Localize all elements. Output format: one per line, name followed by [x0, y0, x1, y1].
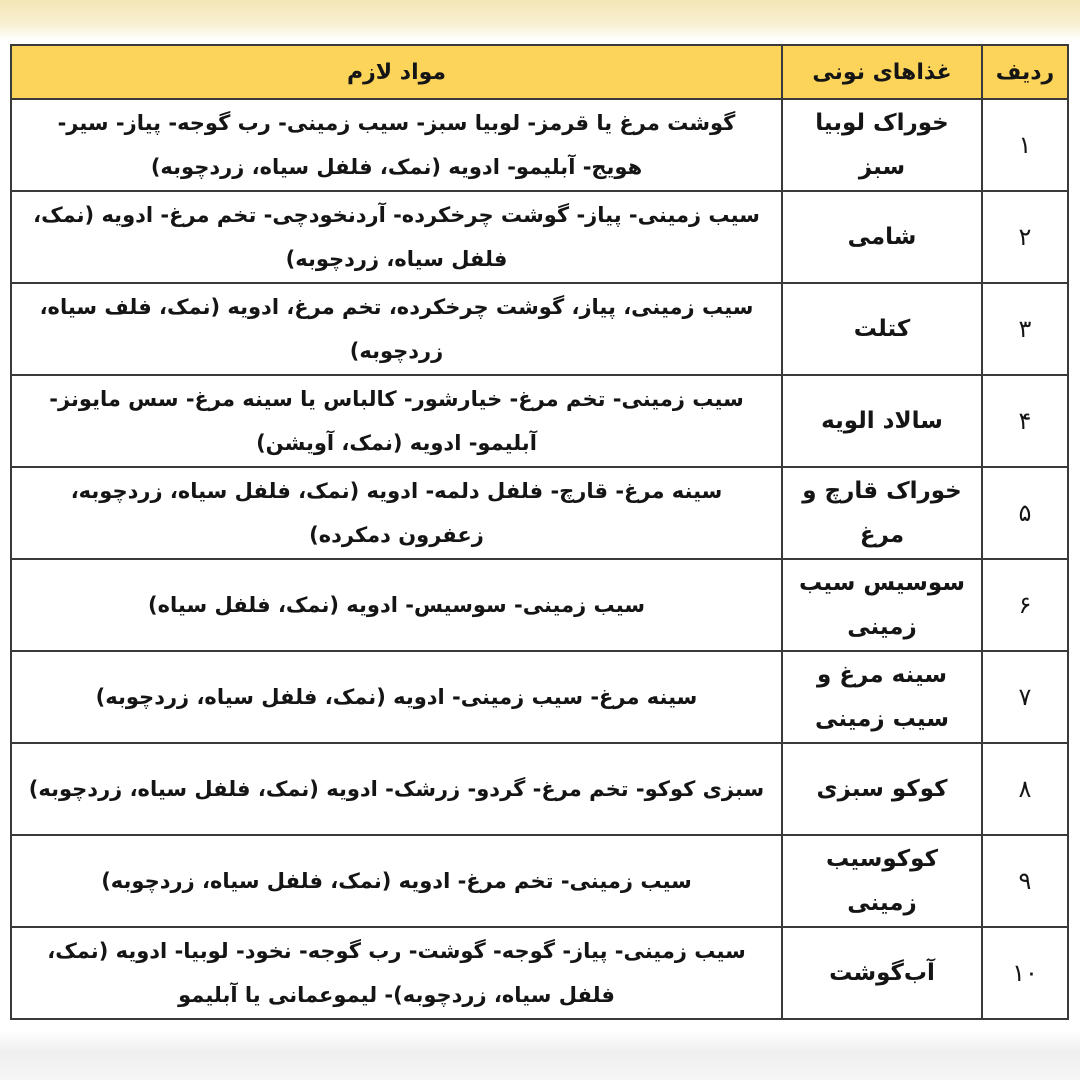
- ingredients-text: سیب زمینی- تخم مرغ- ادویه (نمک، فلفل سیاه، زردچوبه): [11, 835, 782, 927]
- header-food-name: غذاهای نونی: [782, 45, 982, 99]
- ingredients-text: سیب زمینی- تخم مرغ- خیارشور- کالباس یا سینه مرغ- سس مایونز- آبلیمو- ادویه (نمک، آویشن): [11, 375, 782, 467]
- table-row: [11, 559, 1068, 651]
- food-name: آب‌گوشت: [782, 927, 982, 1019]
- row-number: ۱: [982, 99, 1068, 191]
- table-row: [11, 283, 1068, 375]
- ingredients-text: سیب زمینی- پیاز- گوجه- گوشت- رب گوجه- نخود- لوبیا- ادویه (نمک، فلفل سیاه، زردچوبه)- لیموعمانی یا آبلیمو: [11, 927, 782, 1019]
- table-row: [11, 743, 1068, 835]
- ingredients-text: سبزی کوکو- تخم مرغ- گردو- زرشک- ادویه (نمک، فلفل سیاه، زردچوبه): [11, 743, 782, 835]
- header-ingredients: مواد لازم: [11, 45, 782, 99]
- table-row: [11, 467, 1068, 559]
- row-number: ۳: [982, 283, 1068, 375]
- table-row: [11, 651, 1068, 743]
- row-number: ۸: [982, 743, 1068, 835]
- recipe-table: [10, 44, 1069, 1020]
- food-name: کوکو سبزی: [782, 743, 982, 835]
- row-number: ۷: [982, 651, 1068, 743]
- row-number: ۱۰: [982, 927, 1068, 1019]
- table-row: [11, 375, 1068, 467]
- food-name: سالاد الویه: [782, 375, 982, 467]
- ingredients-text: سیب زمینی- پیاز- گوشت چرخکرده- آردنخودچی- تخم مرغ- ادویه (نمک، فلفل سیاه، زردچوبه): [11, 191, 782, 283]
- food-name: خوراک قارچ و مرغ: [782, 467, 982, 559]
- table-header-row: [11, 45, 1068, 99]
- table-row: [11, 99, 1068, 191]
- table-row: [11, 835, 1068, 927]
- food-name: خوراک لوبیا سبز: [782, 99, 982, 191]
- ingredients-text: سیب زمینی- سوسیس- ادویه (نمک، فلفل سیاه): [11, 559, 782, 651]
- ingredients-text: سینه مرغ- قارچ- فلفل دلمه- ادویه (نمک، فلفل سیاه، زردچوبه، زعفرون دمکرده): [11, 467, 782, 559]
- bottom-shadow-band: [0, 1030, 1080, 1080]
- ingredients-text: گوشت مرغ یا قرمز- لوبیا سبز- سیب زمینی- رب گوجه- پیاز- سیر- هویج- آبلیمو- ادویه (نمک، فلفل سیاه، زردچوبه): [11, 99, 782, 191]
- row-number: ۲: [982, 191, 1068, 283]
- row-number: ۶: [982, 559, 1068, 651]
- food-name: کتلت: [782, 283, 982, 375]
- table-row: [11, 191, 1068, 283]
- food-name: کوکوسیب زمینی: [782, 835, 982, 927]
- header-row-number: ردیف: [982, 45, 1068, 99]
- row-number: ۵: [982, 467, 1068, 559]
- food-name: سوسیس سیب زمینی: [782, 559, 982, 651]
- row-number: ۴: [982, 375, 1068, 467]
- food-name: سینه مرغ و سیب زمینی: [782, 651, 982, 743]
- ingredients-text: سینه مرغ- سیب زمینی- ادویه (نمک، فلفل سیاه، زردچوبه): [11, 651, 782, 743]
- food-name: شامی: [782, 191, 982, 283]
- table-row: [11, 927, 1068, 1019]
- top-shadow-band: [0, 0, 1080, 40]
- row-number: ۹: [982, 835, 1068, 927]
- ingredients-text: سیب زمینی، پیاز، گوشت چرخکرده، تخم مرغ، ادویه (نمک، فلف سیاه، زردچوبه): [11, 283, 782, 375]
